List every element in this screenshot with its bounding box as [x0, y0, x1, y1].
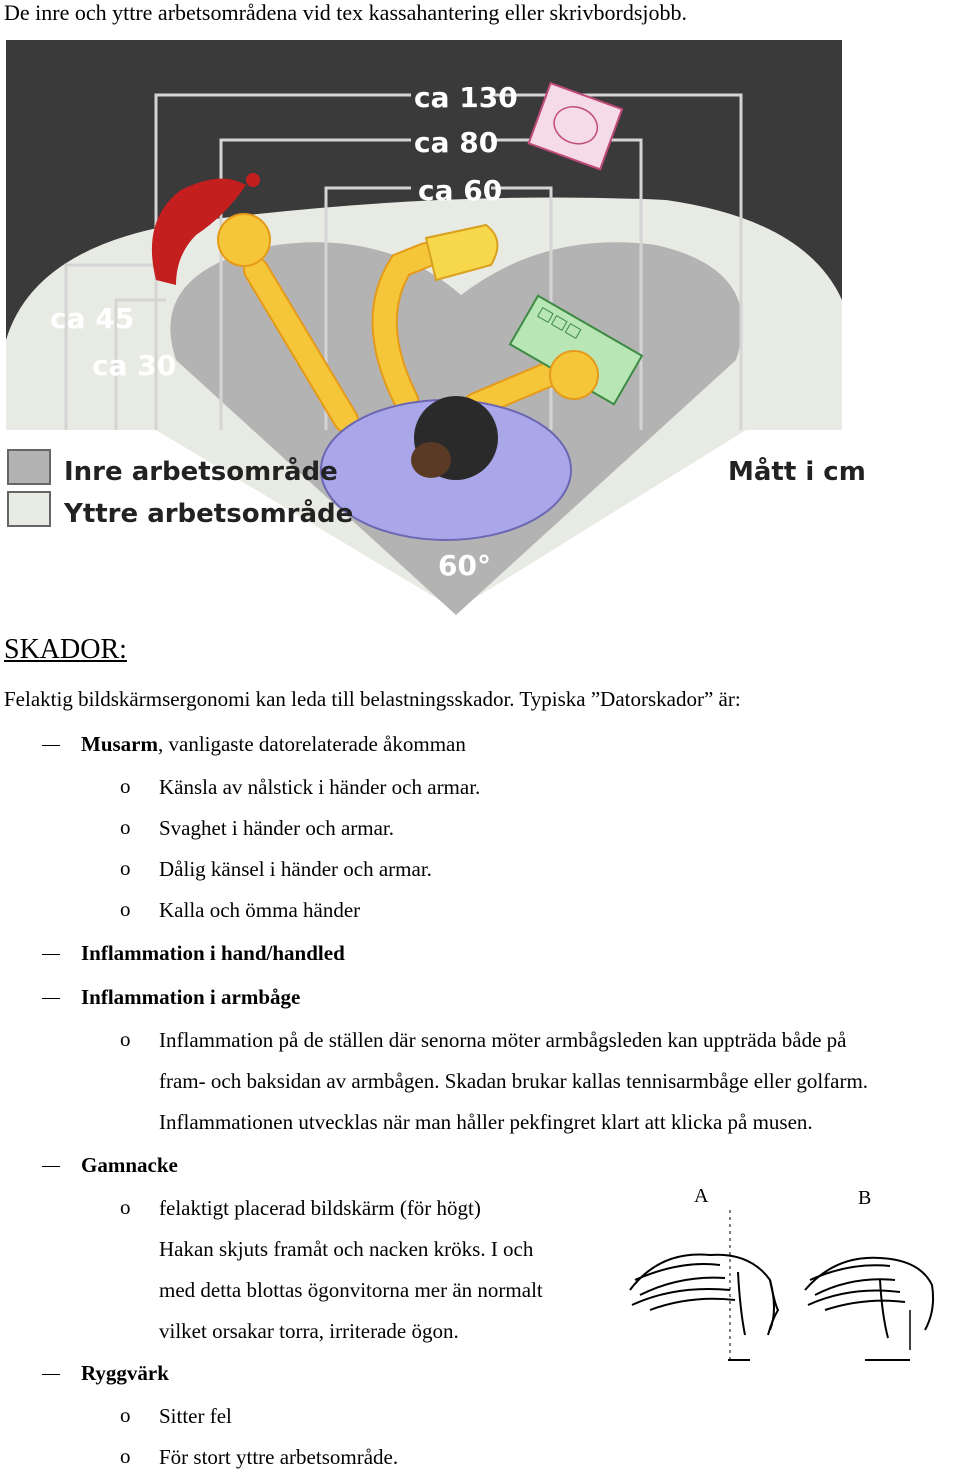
angle-label: 60°: [438, 549, 491, 582]
item-neck: Gamnacke: [81, 1153, 178, 1177]
label-ca45: ca 45: [50, 302, 135, 335]
lead-text: Felaktig bildskärmsergonomi kan leda till belastningsskador. Typiska ”Datorskador” är:: [4, 687, 741, 711]
musarm-sub-2: Svaghet i händer och armar.: [159, 816, 394, 840]
left-hand: [218, 214, 270, 266]
neck-sub-4: vilket orsakar torra, irriterade ögon.: [159, 1319, 459, 1343]
dash-bullet: [42, 954, 60, 955]
label-ca130: ca 130: [414, 81, 518, 114]
label-ca60: ca 60: [418, 174, 503, 207]
neck-sub-1: felaktigt placerad bildskärm (för högt): [159, 1196, 481, 1220]
label-ca30: ca 30: [92, 349, 177, 382]
back-sub-1: Sitter fel: [159, 1404, 232, 1428]
section-heading: SKADOR:: [4, 634, 127, 665]
head-a: [630, 1210, 778, 1360]
item-elbow: Inflammation i armbåge: [81, 985, 301, 1009]
circle-bullet: o: [120, 1444, 131, 1468]
neck-sub-2: Hakan skjuts framåt och nacken kröks. I och: [159, 1237, 534, 1261]
legend-inner-label: Inre arbetsområde: [64, 457, 338, 487]
circle-bullet: o: [120, 815, 131, 839]
elbow-sub-1: Inflammation på de ställen där senorna möter armbågsleden kan uppträda både på: [159, 1028, 847, 1052]
musarm-sub-1: Känsla av nålstick i händer och armar.: [159, 775, 481, 799]
circle-bullet: o: [120, 897, 131, 921]
legend-outer-swatch: [8, 492, 50, 526]
label-b: B: [858, 1187, 872, 1209]
circle-bullet: o: [120, 856, 131, 880]
dash-bullet: [42, 745, 60, 746]
elbow-sub-2: fram- och baksidan av armbågen. Skadan brukar kallas tennisarmbåge eller golfarm.: [159, 1069, 869, 1093]
elbow-sub-3: Inflammationen utvecklas när man håller pekfingret klart att klicka på musen.: [159, 1110, 813, 1134]
musarm-sub-4: Kalla och ömma händer: [159, 898, 361, 922]
work-area-illustration: [6, 40, 866, 620]
dash-bullet: [42, 998, 60, 999]
legend-inner-swatch: [8, 450, 50, 484]
label-a: A: [694, 1185, 709, 1207]
musarm-sub-3: Dålig känsel i händer och armar.: [159, 857, 432, 881]
intro-text: De inre och yttre arbetsområdena vid tex kassahantering eller skrivbordsjobb.: [4, 0, 687, 25]
circle-bullet: o: [120, 1027, 131, 1051]
dash-bullet: [42, 1374, 60, 1375]
back-sub-2: För stort yttre arbetsområde.: [159, 1445, 399, 1469]
label-ca80: ca 80: [414, 126, 499, 159]
head-b: [805, 1258, 933, 1360]
item-musarm: Musarm, vanligaste datorelaterade åkomman: [81, 732, 466, 756]
dash-bullet: [42, 1166, 60, 1167]
item-back: Ryggvärk: [81, 1361, 169, 1385]
legend-outer-label: Yttre arbetsområde: [64, 499, 354, 529]
neck-sub-3: med detta blottas ögonvitorna mer än normalt: [159, 1278, 543, 1302]
head-posture-illustration: [620, 1180, 950, 1370]
circle-bullet: o: [120, 1195, 131, 1219]
units-label: Mått i cm: [728, 457, 866, 487]
circle-bullet: o: [120, 1403, 131, 1427]
item-hand: Inflammation i hand/handled: [81, 941, 345, 965]
right-hand: [550, 351, 598, 399]
circle-bullet: o: [120, 774, 131, 798]
